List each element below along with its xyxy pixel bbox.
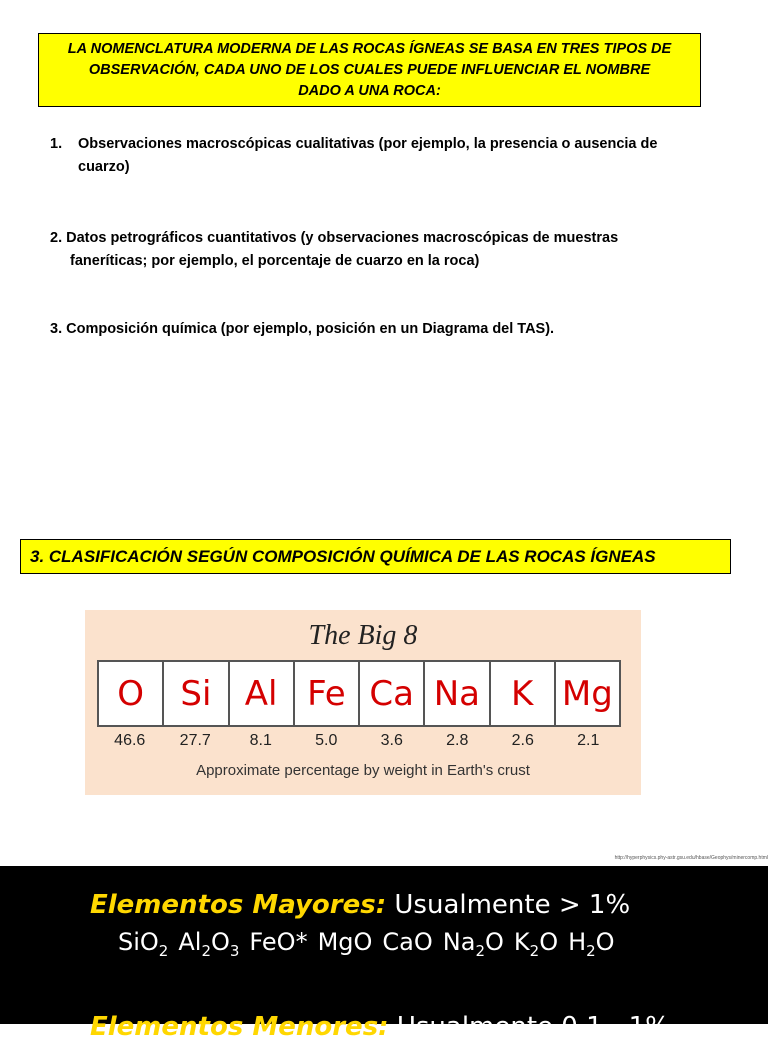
section-title: 3. CLASIFICACIÓN SEGÚN COMPOSICIÓN QUÍMICA DE LAS ROCAS ÍGNEAS — [30, 546, 656, 566]
formula-subscript: 2 — [201, 941, 211, 960]
minor-elements-text: Usualmente 0.1 - 1% — [388, 1012, 670, 1042]
element-percentage: 8.1 — [249, 732, 272, 749]
formula-text: K — [513, 928, 530, 956]
list-item-number: 3. — [50, 321, 63, 337]
element-percentage: 2.6 — [511, 732, 534, 749]
formula-text: O — [485, 928, 504, 956]
formula-text: O — [210, 928, 230, 956]
big8-title: The Big 8 — [308, 620, 418, 651]
formula-subscript: 2 — [158, 941, 169, 960]
oxide-formula — [442, 928, 504, 960]
oxide-formula — [568, 928, 615, 960]
dark-panel — [0, 866, 768, 1042]
big8-caption: Approximate percentage by weight in Earth's crust — [196, 762, 530, 779]
oxide-formula — [249, 928, 307, 956]
formula-text: H — [568, 928, 587, 956]
list-item-text: Datos petrográficos cuantitativos (y observaciones macroscópicas de muestras — [66, 230, 619, 246]
big8-figure — [85, 610, 641, 795]
major-elements-line — [90, 890, 630, 920]
formula-text: SiO — [118, 928, 159, 956]
list-item-3 — [50, 318, 740, 341]
list-item-continuation: cuarzo) — [78, 159, 130, 175]
list-item-number: 1. — [50, 136, 63, 152]
element-percentage: 3.6 — [380, 732, 403, 749]
formula-text: O — [595, 928, 615, 956]
header-title-box — [38, 33, 701, 107]
formula-text: MgO — [317, 928, 373, 956]
element-cell: Ca — [358, 662, 423, 725]
oxide-formula — [118, 928, 169, 960]
formula-subscript: 2 — [529, 941, 540, 960]
formula-text: Al — [178, 928, 202, 956]
formula-text: CaO — [382, 928, 433, 956]
element-percentage: 5.0 — [315, 732, 338, 749]
section-title-box — [20, 539, 731, 574]
list-item-2 — [50, 227, 740, 273]
element-percentages — [97, 732, 621, 750]
element-cell: Na — [423, 662, 488, 725]
list-item-number: 2. — [50, 230, 63, 246]
oxide-formula — [513, 928, 559, 960]
formula-subscript: 2 — [475, 941, 485, 960]
minor-elements-line — [90, 1012, 670, 1042]
list-item-continuation: faneríticas; por ejemplo, el porcentaje de cuarzo en la roca) — [70, 253, 480, 269]
element-percentage: 2.1 — [577, 732, 600, 749]
element-cell: K — [489, 662, 554, 725]
element-cell: Fe — [293, 662, 358, 725]
major-elements-label: Elementos Mayores: — [90, 890, 387, 920]
element-percentage: 27.7 — [179, 732, 211, 749]
element-cell: Si — [162, 662, 227, 725]
major-elements-text: Usualmente > 1% — [386, 890, 631, 920]
header-line-3: DADO A UNA ROCA: — [298, 82, 441, 99]
header-line-2: OBSERVACIÓN, CADA UNO DE LOS CUALES PUEDE INFLUENCIAR EL NOMBRE — [88, 61, 651, 78]
formula-text: O — [539, 928, 559, 956]
list-item-text: Composición química (por ejemplo, posición en un Diagrama del TAS). — [66, 321, 555, 337]
formula-subscript: 3 — [229, 941, 240, 960]
formula-text: FeO* — [249, 928, 308, 956]
minor-elements-label: Elementos Menores: — [90, 1012, 389, 1042]
element-cells — [97, 660, 621, 727]
oxide-formula — [178, 928, 240, 960]
list-item-text: Observaciones macroscópicas cualitativas (por ejemplo, la presencia o ausencia de — [78, 136, 658, 152]
oxide-formula — [382, 928, 432, 956]
list-item-1 — [50, 133, 750, 179]
oxide-formulas — [118, 928, 625, 960]
source-url: http://hyperphysics.phy-astr.gsu.edu/hbase/Geophys/minercomp.html — [614, 855, 768, 861]
formula-subscript: 2 — [586, 941, 596, 960]
element-percentage: 46.6 — [114, 732, 146, 749]
element-percentage: 2.8 — [446, 732, 469, 749]
oxide-formula — [318, 928, 373, 956]
header-line-1: LA NOMENCLATURA MODERNA DE LAS ROCAS ÍGNEAS SE BASA EN TRES TIPOS DE — [67, 40, 672, 57]
element-cell: O — [117, 673, 144, 714]
element-cell: Al — [228, 662, 293, 725]
element-cell: Mg — [554, 662, 619, 725]
formula-text: Na — [442, 928, 476, 956]
